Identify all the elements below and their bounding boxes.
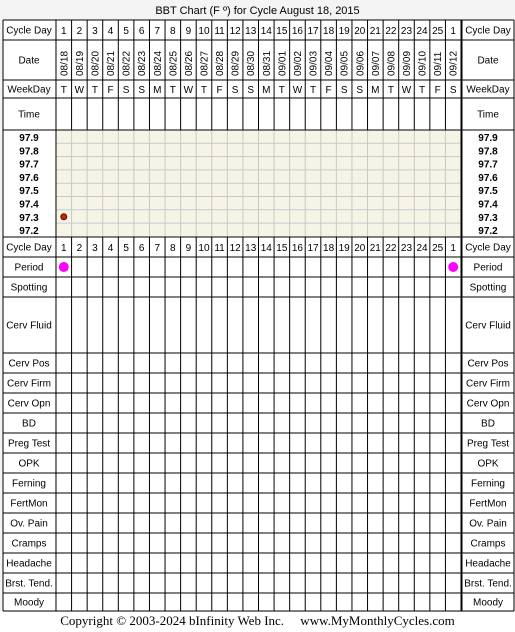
cycle-day-number: 23 <box>400 243 413 254</box>
temp-label: 97.2 <box>478 226 498 238</box>
cycle-day-number: 14 <box>260 243 272 254</box>
temp-label: 97.7 <box>19 159 39 171</box>
row-label-cerv-opn: Cerv Opn <box>7 398 51 410</box>
date-label: 08/18 <box>59 50 71 76</box>
row-label-cramps: Cramps <box>11 538 47 550</box>
row-label-date: Date <box>18 55 40 67</box>
cycle-day-number: 1 <box>61 26 67 37</box>
cycle-day-number: 20 <box>354 26 366 37</box>
row-label-period: Period <box>473 262 503 274</box>
cycle-day-number: 8 <box>170 243 176 254</box>
weekday-label: M <box>262 85 271 96</box>
cycle-day-number: 1 <box>450 243 456 254</box>
cycle-day-number: 14 <box>260 26 272 37</box>
cycle-day-number: 16 <box>291 243 304 254</box>
cycle-day-number: 24 <box>416 26 428 37</box>
cycle-day-number: 17 <box>307 243 319 254</box>
temp-label: 97.8 <box>19 146 39 158</box>
weekday-label: S <box>356 85 364 96</box>
weekday-label: T <box>91 85 98 96</box>
weekday-label: S <box>138 85 146 96</box>
row-label-cerv-firm: Cerv Firm <box>7 378 51 390</box>
date-label: 09/07 <box>370 50 382 76</box>
temp-label: 97.3 <box>478 212 498 224</box>
temp-label: 97.7 <box>478 159 498 171</box>
date-label: 09/05 <box>339 50 351 76</box>
cycle-day-number: 22 <box>385 26 397 37</box>
cycle-day-number: 7 <box>154 26 161 37</box>
weekday-label: T <box>309 85 317 96</box>
cycle-day-number: 9 <box>185 26 192 37</box>
weekday-label: T <box>169 85 176 96</box>
row-label-headache: Headache <box>465 558 511 570</box>
date-label: 09/06 <box>355 50 367 76</box>
row-label-moody: Moody <box>472 597 504 609</box>
cycle-day-number: 22 <box>385 243 397 254</box>
date-label: 08/28 <box>215 50 227 76</box>
row-label-cerv-pos: Cerv Pos <box>467 358 509 370</box>
weekday-label: S <box>231 85 239 96</box>
weekday-label: T <box>200 85 208 96</box>
date-label: 09/04 <box>324 50 336 76</box>
row-label-weekday: WeekDay <box>466 84 510 96</box>
date-label: 09/02 <box>292 50 304 76</box>
weekday-label: M <box>153 85 162 96</box>
row-label-fertmon: FertMon <box>10 498 48 510</box>
cycle-day-number: 3 <box>92 26 98 37</box>
cycle-day-number: 21 <box>369 243 381 254</box>
cycle-day-number: 11 <box>214 26 225 37</box>
row-label-cycle-day: Cycle Day <box>465 242 511 254</box>
date-label: 08/24 <box>152 50 164 76</box>
cycle-day-number: 19 <box>338 26 350 37</box>
date-label: 08/20 <box>90 50 102 76</box>
weekday-label: S <box>340 85 348 96</box>
row-label-cerv-fluid: Cerv Fluid <box>465 320 511 332</box>
weekday-label: W <box>183 85 194 96</box>
cycle-day-number: 25 <box>432 26 444 37</box>
cycle-day-number: 10 <box>198 243 210 254</box>
weekday-label: F <box>107 85 114 96</box>
date-label: 08/30 <box>246 50 258 76</box>
cycle-day-number: 13 <box>245 26 257 37</box>
cycle-day-number: 4 <box>107 26 114 37</box>
date-label: 09/12 <box>448 50 460 76</box>
row-label-time: Time <box>18 109 40 121</box>
date-label: 08/23 <box>137 50 149 76</box>
cycle-day-number: 1 <box>450 26 456 37</box>
row-label-fertmon: FertMon <box>469 498 507 510</box>
cycle-day-number: 11 <box>214 243 225 254</box>
temp-label: 97.8 <box>478 146 498 158</box>
cycle-day-number: 25 <box>432 243 444 254</box>
cycle-day-number: 13 <box>245 243 257 254</box>
weekday-label: T <box>387 85 394 96</box>
cycle-day-number: 12 <box>229 26 241 37</box>
weekday-label: W <box>74 85 85 96</box>
weekday-label: W <box>401 85 412 96</box>
temp-label: 97.2 <box>19 226 39 238</box>
cycle-day-number: 2 <box>76 26 83 37</box>
cycle-day-number: 12 <box>229 243 241 254</box>
cycle-day-number: 19 <box>338 243 350 254</box>
temp-label: 97.4 <box>19 199 39 211</box>
date-label: 09/11 <box>433 51 445 76</box>
row-label-preg-test: Preg Test <box>466 438 510 450</box>
row-label-ov-pain: Ov. Pain <box>469 518 507 530</box>
date-label: 09/10 <box>417 50 429 76</box>
cycle-day-number: 18 <box>323 26 335 37</box>
row-label-weekday: WeekDay <box>7 84 51 96</box>
date-label: 08/19 <box>74 50 86 76</box>
row-label-cycle-day: Cycle Day <box>6 25 52 37</box>
cycle-day-number: 5 <box>123 243 129 254</box>
cycle-day-number: 6 <box>138 243 145 254</box>
cycle-day-number: 10 <box>198 26 210 37</box>
row-label-headache: Headache <box>6 558 52 570</box>
row-label-ferning: Ferning <box>12 478 46 490</box>
temp-label: 97.9 <box>478 133 498 144</box>
cycle-day-number: 2 <box>76 243 83 254</box>
cycle-day-number: 16 <box>291 26 304 37</box>
chart-title: BBT Chart (F º) for Cycle August 18, 2015 <box>155 5 360 17</box>
row-label-brst-tend: Brst. Tend. <box>5 578 53 590</box>
row-label-period: Period <box>14 262 44 274</box>
cycle-day-number: 23 <box>400 26 413 37</box>
cycle-day-number: 9 <box>185 243 192 254</box>
date-label: 08/26 <box>183 50 195 76</box>
weekday-label: T <box>60 85 67 96</box>
weekday-label: S <box>122 85 130 96</box>
cycle-day-number: 20 <box>354 243 366 254</box>
cycle-day-number: 4 <box>107 243 114 254</box>
temp-label: 97.5 <box>478 186 498 198</box>
weekday-label: S <box>449 85 457 96</box>
row-label-cerv-firm: Cerv Firm <box>466 378 510 390</box>
row-label-date: Date <box>477 55 499 67</box>
temp-label: 97.4 <box>478 199 498 211</box>
date-label: 08/22 <box>121 50 133 76</box>
date-label: 09/01 <box>277 50 289 76</box>
period-marker <box>59 262 69 272</box>
row-label-opk: OPK <box>477 458 499 470</box>
temperature-point <box>61 214 67 220</box>
temp-label: 97.5 <box>19 186 39 198</box>
weekday-label: F <box>325 85 332 96</box>
cycle-day-number: 18 <box>323 243 335 254</box>
date-label: 08/31 <box>261 50 273 76</box>
cycle-day-number: 7 <box>154 243 161 254</box>
weekday-label: F <box>216 85 223 96</box>
weekday-label: T <box>278 85 285 96</box>
date-label: 08/27 <box>199 50 211 76</box>
row-label-cramps: Cramps <box>470 538 506 550</box>
row-label-cycle-day: Cycle Day <box>6 242 52 254</box>
weekday-label: W <box>292 85 303 96</box>
row-label-brst-tend: Brst. Tend. <box>464 578 512 590</box>
weekday-label: F <box>434 85 441 96</box>
cycle-day-number: 21 <box>369 26 381 37</box>
row-label-ov-pain: Ov. Pain <box>10 518 48 530</box>
date-label: 09/08 <box>386 50 398 76</box>
row-label-spotting: Spotting <box>469 282 507 294</box>
row-label-cerv-opn: Cerv Opn <box>466 398 510 410</box>
weekday-label: M <box>371 85 380 96</box>
copyright-footer: Copyright © 2003-2024 bInfinity Web Inc. www.MyMonthlyCycles.com <box>60 613 455 628</box>
row-label-bd: BD <box>481 418 495 430</box>
weekday-label: T <box>419 85 426 96</box>
row-label-ferning: Ferning <box>471 478 505 490</box>
row-label-preg-test: Preg Test <box>7 438 51 450</box>
temp-label: 97.9 <box>19 133 39 144</box>
cycle-day-number: 15 <box>276 26 288 37</box>
row-label-time: Time <box>477 109 499 121</box>
row-label-bd: BD <box>22 418 36 430</box>
row-label-opk: OPK <box>18 458 40 470</box>
cycle-day-number: 17 <box>307 26 319 37</box>
date-label: 08/29 <box>230 50 242 76</box>
period-marker <box>448 262 458 272</box>
temp-label: 97.6 <box>478 172 498 184</box>
date-label: 09/03 <box>308 50 320 76</box>
row-label-cerv-fluid: Cerv Fluid <box>6 320 52 332</box>
cycle-day-number: 8 <box>170 26 176 37</box>
date-label: 08/25 <box>168 50 180 76</box>
weekday-label: S <box>247 85 255 96</box>
row-label-moody: Moody <box>13 597 45 609</box>
cycle-day-number: 15 <box>276 243 288 254</box>
cycle-day-number: 24 <box>416 243 428 254</box>
row-label-cerv-pos: Cerv Pos <box>8 358 50 370</box>
temp-label: 97.6 <box>19 172 39 184</box>
temp-label: 97.3 <box>19 212 39 224</box>
row-label-spotting: Spotting <box>10 282 48 294</box>
row-label-cycle-day: Cycle Day <box>465 25 511 37</box>
date-label: 08/21 <box>106 50 118 76</box>
cycle-day-number: 5 <box>123 26 129 37</box>
cycle-day-number: 1 <box>61 243 67 254</box>
cycle-day-number: 6 <box>138 26 145 37</box>
cycle-day-number: 3 <box>92 243 98 254</box>
date-label: 09/09 <box>401 50 413 76</box>
